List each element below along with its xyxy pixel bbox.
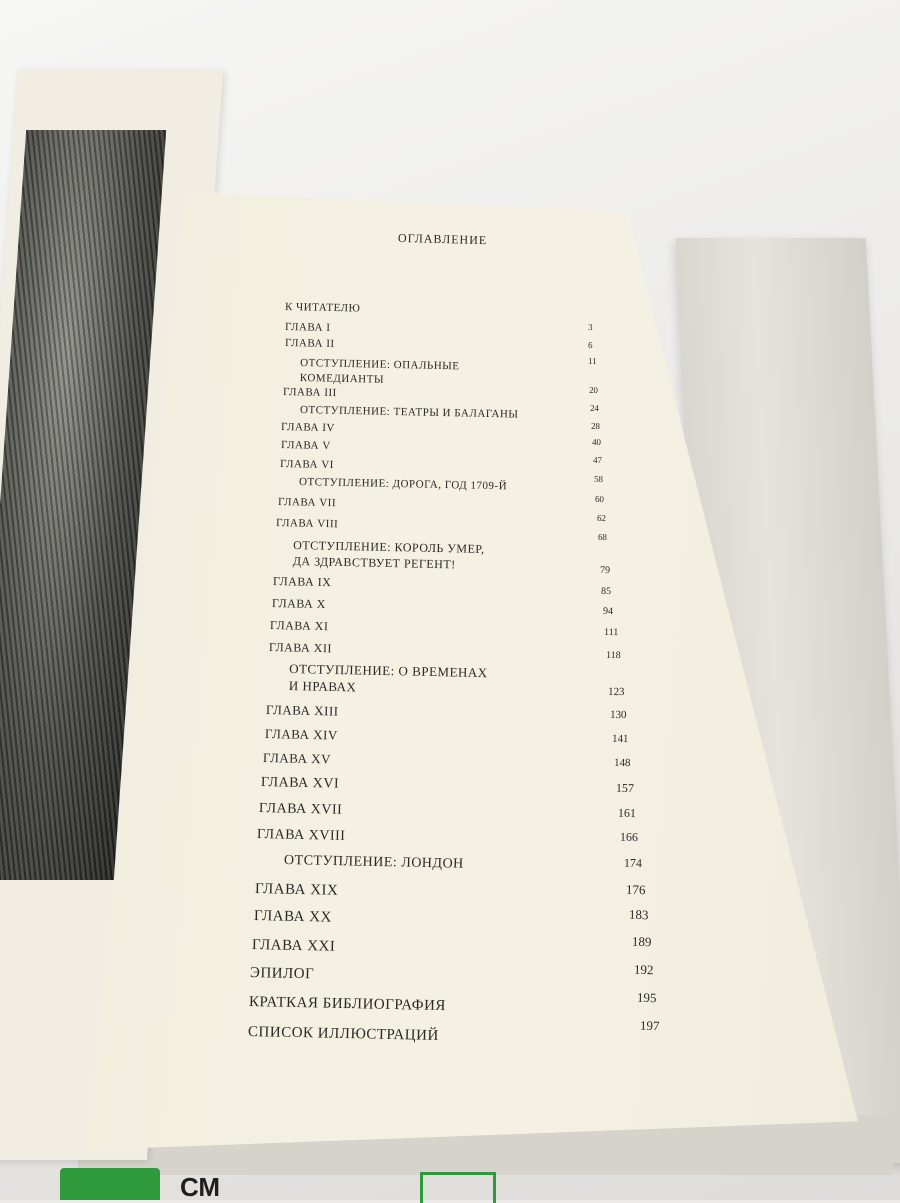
toc-entry-page-number: 94 xyxy=(602,605,614,618)
toc-entry-page-number: 166 xyxy=(619,829,639,845)
toc-entry-label: ОТСТУПЛЕНИЕ: ТЕАТРЫ И БАЛАГАНЫ xyxy=(299,404,519,421)
toc-entry-page-number: 6 xyxy=(587,339,593,351)
toc-entry-page-number: 189 xyxy=(631,933,652,950)
toc-entry-label: ГЛАВА XI xyxy=(269,618,329,634)
toc-entry-label: ОТСТУПЛЕНИЕ: КОРОЛЬ УМЕР, ДА ЗДРАВСТВУЕТ РЕГЕНТ! xyxy=(292,538,485,572)
toc-entry-label: ГЛАВА XVII xyxy=(258,801,343,818)
toc-entry-label: ГЛАВА VI xyxy=(279,458,335,472)
toc-entry-page-number: 3 xyxy=(587,321,593,333)
toc-entry-label: ГЛАВА VIII xyxy=(275,517,339,531)
toc-entry-page-number: 130 xyxy=(609,708,627,722)
toc-entry-label: ГЛАВА VII xyxy=(277,496,337,510)
toc-entry-label: ГЛАВА XX xyxy=(253,908,333,926)
toc-entry-page-number: 192 xyxy=(633,961,654,978)
toc-entry-label: ОТСТУПЛЕНИЕ: О ВРЕМЕНАХ И НРАВАХ xyxy=(288,661,488,695)
toc-entry-label: КРАТКАЯ БИБЛИОГРАФИЯ xyxy=(248,994,447,1015)
toc-entry-label: ГЛАВА XIV xyxy=(264,726,338,743)
toc-entry-page-number: 176 xyxy=(625,881,646,898)
toc-entry-label: ГЛАВА XVI xyxy=(260,775,340,792)
toc-entry-page-number: 68 xyxy=(597,531,608,543)
toc-title: ОГЛАВЛЕНИЕ xyxy=(397,230,488,248)
toc-entry-page-number: 24 xyxy=(589,402,600,414)
toc-entry-label: ГЛАВА XV xyxy=(262,750,332,767)
toc-entry-label: ОТСТУПЛЕНИЕ: ДОРОГА, ГОД 1709-Й xyxy=(298,476,508,493)
toc-entry-page-number: 11 xyxy=(587,355,597,367)
toc-entry-page-number: 60 xyxy=(594,493,605,505)
toc-entry-label: ГЛАВА XVIII xyxy=(256,827,346,844)
toc-entry-page-number: 118 xyxy=(605,649,621,662)
toc-entry-page-number: 28 xyxy=(590,420,601,432)
toc-entry-label: ГЛАВА I xyxy=(284,321,331,334)
toc-entry-label: ГЛАВА X xyxy=(271,596,327,612)
toc-entry-page-number: 123 xyxy=(607,685,625,699)
toc-entry-label: ГЛАВА XIX xyxy=(254,881,339,899)
toc-entry-page-number: 40 xyxy=(591,436,602,448)
toc-entry-page-number: 85 xyxy=(600,585,612,598)
toc-entry-label: СПИСОК ИЛЛЮСТРАЦИЙ xyxy=(247,1024,439,1044)
toc-entry-label: ГЛАВА XXI xyxy=(251,937,336,955)
toc-entry-page-number: 174 xyxy=(623,855,643,871)
watermark-text: СМ xyxy=(180,1172,221,1202)
toc-entry-label: ГЛАВА III xyxy=(282,386,337,400)
toc-entry-page-number: 141 xyxy=(611,732,629,746)
toc-entry-label: ГЛАВА XIII xyxy=(265,702,339,719)
toc-entry-label: ГЛАВА V xyxy=(280,439,331,453)
toc-entry-label: ГЛАВА XII xyxy=(268,640,333,656)
toc-entry-page-number: 183 xyxy=(628,906,649,923)
toc-entry-label: К ЧИТАТЕЛЮ xyxy=(284,301,361,315)
toc-entry-page-number: 148 xyxy=(613,756,631,770)
toc-entry-page-number: 197 xyxy=(639,1017,660,1034)
toc-entry-page-number: 195 xyxy=(636,989,657,1006)
toc-entry-page-number: 111 xyxy=(603,626,619,639)
toc-entry-page-number: 161 xyxy=(617,805,637,821)
toc-entry-page-number: 79 xyxy=(599,564,611,577)
toc-entry-page-number: 157 xyxy=(615,780,635,796)
toc-entry-label: ГЛАВА II xyxy=(284,337,335,351)
toc-entry-page-number: 62 xyxy=(596,512,607,524)
toc-entry-page-number: 20 xyxy=(588,384,599,396)
toc-entry-label: ГЛАВА IX xyxy=(272,574,332,590)
toc-entry-label: ОТСТУПЛЕНИЕ: ЛОНДОН xyxy=(283,853,464,872)
toc-entry-label: ОТСТУПЛЕНИЕ: ОПАЛЬНЫЕ КОМЕДИАНТЫ xyxy=(299,357,460,386)
toc-entry-page-number: 58 xyxy=(593,473,604,485)
toc-entry-label: ЭПИЛОГ xyxy=(249,965,315,983)
toc-entry-page-number: 47 xyxy=(592,454,603,466)
watermark-logo-badge xyxy=(60,1168,160,1200)
book-icon xyxy=(420,1172,496,1203)
toc-entry-label: ГЛАВА IV xyxy=(280,421,336,435)
